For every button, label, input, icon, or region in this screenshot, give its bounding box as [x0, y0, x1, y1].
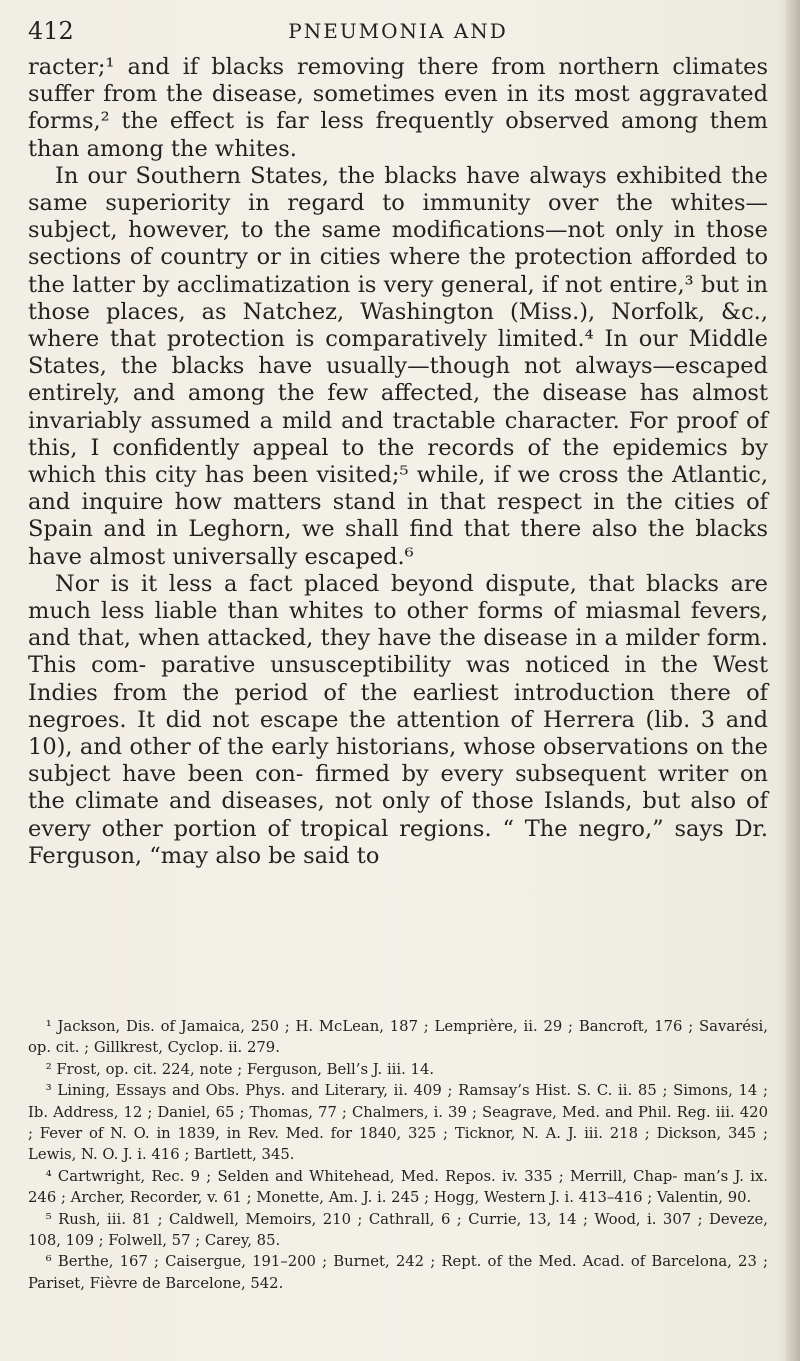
- running-title: PNEUMONIA AND: [288, 19, 508, 43]
- page-edge: [786, 0, 800, 1361]
- paragraph-southern-states: In our Southern States, the blacks have always exhibited the same superiority in regard to immunity over the whites—subject, however, to the same modifications—not only in those sections of country or in cities where the protection afforded to the latter by acclimatization is very general, if not entire,³ but in those places, as Natchez, Washington (Miss.), Norfolk, &c., where that protection is comparatively limited.⁴ In our Middle States, the blacks have usually—though not always—escaped entirely, and among the few affected, the disease has almost invariably assumed a mild and tractable character. For proof of this, I confidently appeal to the records of the epidemics by which this city has been visited;⁵ while, if we cross the Atlantic, and inquire how matters stand in that respect in the cities of Spain and in Leghorn, we shall find that there also the blacks have almost universally escaped.⁶: [28, 162, 768, 570]
- page-header: [28, 14, 768, 48]
- paragraph-miasmal-fevers: Nor is it less a fact placed beyond dispute, that blacks are much less liable than whites to other forms of miasmal fevers, and that, when attacked, they have the disease in a milder form. This com- parative unsusceptibility was noticed in the West Indies from the period of the earliest introduction there of negroes. It did not escape the attention of Herrera (lib. 3 and 10), and other of the early historians, whose observations on the subject have been con- firmed by every subsequent writer on the climate and diseases, not only of those Islands, but also of every other portion of tropical regions. “ The negro,” says Dr. Ferguson, “may also be said to: [28, 570, 768, 869]
- footnote-1: ¹ Jackson, Dis. of Jamaica, 250 ; H. McLean, 187 ; Lemprière, ii. 29 ; Bancroft, 176 ; Savarési, op. cit. ; Gillkrest, Cyclop. ii. 279.: [28, 1018, 768, 1057]
- page-number: 412: [28, 17, 74, 45]
- footnote-4: ⁴ Cartwright, Rec. 9 ; Selden and Whitehead, Med. Repos. iv. 335 ; Merrill, Chap- man’s J. ix. 246 ; Archer, Recorder, v. 61 ; Monette, Am. J. i. 245 ; Hogg, Western J. i. 413–416 ; Valentin, 90.: [28, 1167, 768, 1207]
- footnote-2: ² Frost, op. cit. 224, note ; Ferguson, Bell’s J. iii. 14.: [45, 1060, 435, 1078]
- footnotes: [28, 1016, 768, 1294]
- footnote-6: ⁶ Berthe, 167 ; Caisergue, 191–200 ; Burnet, 242 ; Rept. of the Med. Acad. of Barcelona, 23 ; Pariset, Fièvre de Barcelone, 542.: [28, 1253, 768, 1292]
- body-text: [28, 54, 768, 870]
- paragraph-continuation: racter;¹ and if blacks removing there from northern climates suffer from the disease, sometimes even in its most aggravated forms,² the effect is far less frequently observed among them than among the whites.: [28, 54, 768, 162]
- footnote-5: ⁵ Rush, iii. 81 ; Caldwell, Memoirs, 210 ; Cathrall, 6 ; Currie, 13, 14 ; Wood, i. 307 ; Deveze, 108, 109 ; Folwell, 57 ; Carey, 85.: [28, 1210, 768, 1250]
- footnote-3: ³ Lining, Essays and Obs. Phys. and Literary, ii. 409 ; Ramsay’s Hist. S. C. ii. 85 ; Simons, 14 ; Ib. Address, 12 ; Daniel, 65 ; Thomas, 77 ; Chalmers, i. 39 ; Seagrave, Med. and Phil. Reg. iii. 420 ; Fever of N. O. in 1839, in Rev. Med. for 1840, 325 ; Ticknor, N. A. J. iii. 218 ; Dickson, 345 ; Lewis, N. O. J. i. 416 ; Bartlett, 345.: [28, 1082, 768, 1164]
